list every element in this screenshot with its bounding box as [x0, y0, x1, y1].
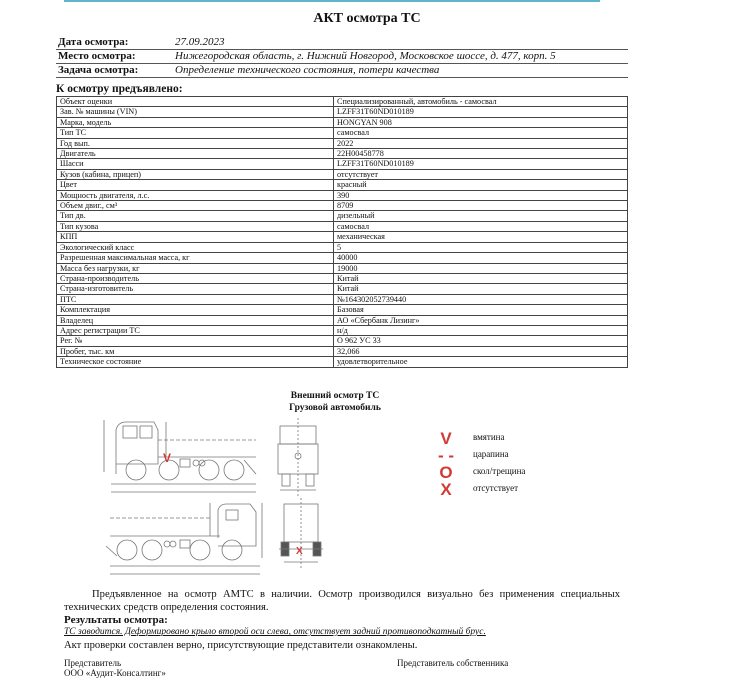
missing-icon: X: [440, 480, 452, 499]
diagram-title-line1: Внешний осмотр ТС: [290, 391, 380, 401]
header-label: Дата осмотра:: [58, 36, 129, 48]
spec-value: Китай: [334, 284, 628, 294]
spec-key: Год вып.: [57, 138, 334, 148]
spec-key: Комплектация: [57, 305, 334, 315]
spec-value: Базовая: [334, 305, 628, 315]
scratch-icon: - -: [437, 446, 455, 465]
spec-row: [57, 190, 628, 200]
spec-key: Тип ТС: [57, 128, 334, 138]
spec-row: [57, 149, 628, 159]
spec-value: 40000: [334, 253, 628, 263]
header-row-date: [56, 36, 628, 50]
spec-key: Масса без нагрузки, кг: [57, 263, 334, 273]
spec-value: 8709: [334, 201, 628, 211]
dent-icon: V: [440, 429, 452, 448]
header-value: Определение технического состояния, потери качества: [175, 64, 440, 76]
dent-mark: V: [163, 451, 172, 465]
signature-right-line1: Представитель собственника: [397, 658, 509, 668]
spec-value: механическая: [334, 232, 628, 242]
spec-row: [57, 336, 628, 346]
spec-row: [57, 232, 628, 242]
spec-key: Цвет: [57, 180, 334, 190]
legend-label: вмятина: [473, 432, 505, 442]
spec-key: Объем двиг., см³: [57, 201, 334, 211]
spec-value: красный: [334, 180, 628, 190]
spec-row: [57, 294, 628, 304]
spec-value: удовлетворительное: [334, 357, 628, 367]
spec-row: [57, 159, 628, 169]
spec-value: самосвал: [334, 128, 628, 138]
spec-key: Шасси: [57, 159, 334, 169]
spec-row: [57, 107, 628, 117]
spec-value: АО «Сбербанк Лизинг»: [334, 315, 628, 325]
legend-label: царапина: [473, 449, 509, 459]
spec-value: HONGYAN 908: [334, 117, 628, 127]
legend-label: отсутствует: [473, 483, 519, 493]
diagram-title: [260, 390, 410, 414]
signature-left-line1: Представитель: [64, 658, 122, 668]
spec-value: дизельный: [334, 211, 628, 221]
spec-key: Разрешенная максимальная масса, кг: [57, 253, 334, 263]
truck-rear-view-drawing: [278, 498, 324, 570]
header-label: Место осмотра:: [58, 50, 136, 62]
spec-value: №164302052739440: [334, 294, 628, 304]
spec-key: Двигатель: [57, 149, 334, 159]
spec-key: Техническое состояние: [57, 357, 334, 367]
inspection-paragraph: [64, 589, 620, 614]
spec-key: Страна-производитель: [57, 273, 334, 283]
spec-value: Китай: [334, 273, 628, 283]
spec-key: Мощность двигателя, л.с.: [57, 190, 334, 200]
spec-row: [57, 97, 628, 107]
spec-key: Экологический класс: [57, 242, 334, 252]
spec-row: [57, 128, 628, 138]
spec-row: [57, 357, 628, 367]
spec-key: КПП: [57, 232, 334, 242]
top-border: [64, 0, 600, 2]
spec-key: Кузов (кабина, прицеп): [57, 169, 334, 179]
spec-row: [57, 180, 628, 190]
spec-value: LZFF31T60ND010189: [334, 159, 628, 169]
spec-row: [57, 305, 628, 315]
spec-value: 2022: [334, 138, 628, 148]
header-row-task: [56, 64, 628, 78]
results-title: Результаты осмотра:: [64, 614, 168, 626]
spec-value: 5: [334, 242, 628, 252]
spec-value: О 962 УС 33: [334, 336, 628, 346]
spec-key: Пробег, тыс. км: [57, 346, 334, 356]
truck-side-view-reverse-drawing: [100, 498, 268, 580]
spec-value: отсутствует: [334, 169, 628, 179]
spec-key: Рег. №: [57, 336, 334, 346]
spec-value: самосвал: [334, 221, 628, 231]
header-label: Задача осмотра:: [58, 64, 139, 76]
paragraph-text: Предъявленное на осмотр АМТС в наличии. Осмотр производился визуально без применения специальных технических средств определения состояния.: [64, 589, 620, 613]
spec-value: LZFF31T60ND010189: [334, 107, 628, 117]
spec-table: [56, 96, 628, 368]
truck-front-view-drawing: [274, 418, 322, 496]
header-block: [56, 36, 628, 78]
legend-label: скол/трещина: [473, 466, 526, 476]
header-row-place: [56, 50, 628, 64]
spec-row: [57, 221, 628, 231]
spec-value: Специализированный, автомобиль - самосвал: [334, 97, 628, 107]
act-statement: Акт проверки составлен верно, присутствующие представители ознакомлены.: [64, 640, 418, 651]
spec-key: Тип дв.: [57, 211, 334, 221]
spec-key: ПТС: [57, 294, 334, 304]
spec-row: [57, 117, 628, 127]
diagram-title-line2: Грузовой автомобиль: [289, 403, 381, 413]
missing-mark: X: [296, 546, 303, 557]
spec-key: Страна-изготовитель: [57, 284, 334, 294]
signature-left-line2: ООО «Аудит-Консалтинг»: [64, 668, 166, 678]
spec-row: [57, 325, 628, 335]
results-text: ТС заводится. Деформировано крыло второй оси слева, отсутствует задний противоподкатный брус.: [64, 627, 486, 637]
spec-row: [57, 242, 628, 252]
spec-value: 390: [334, 190, 628, 200]
spec-key: Адрес регистрации ТС: [57, 325, 334, 335]
spec-row: [57, 263, 628, 273]
signature-right: [397, 658, 508, 668]
spec-row: [57, 315, 628, 325]
spec-row: [57, 346, 628, 356]
signature-left: [64, 658, 166, 678]
truck-side-view-drawing: [96, 412, 266, 497]
spec-row: [57, 201, 628, 211]
spec-row: [57, 169, 628, 179]
spec-key: Владелец: [57, 315, 334, 325]
document-title: АКТ осмотра ТС: [313, 11, 421, 26]
spec-row: [57, 253, 628, 263]
spec-key: Зав. № машины (VIN): [57, 107, 334, 117]
spec-value: н/д: [334, 325, 628, 335]
spec-row: [57, 138, 628, 148]
spec-row: [57, 284, 628, 294]
spec-key: Тип кузова: [57, 221, 334, 231]
spec-row: [57, 273, 628, 283]
header-value: 27.09.2023: [175, 36, 225, 48]
chip-icon: O: [439, 463, 453, 482]
spec-value: 22H00458778: [334, 149, 628, 159]
spec-key: Марка, модель: [57, 117, 334, 127]
spec-row: [57, 211, 628, 221]
spec-value: 32,066: [334, 346, 628, 356]
spec-key: Объект оценки: [57, 97, 334, 107]
header-value: Нижегородская область, г. Нижний Новгород, Московское шоссе, д. 477, корп. 5: [175, 50, 556, 62]
spec-value: 19000: [334, 263, 628, 273]
section-title: К осмотру предъявлено:: [56, 83, 183, 95]
